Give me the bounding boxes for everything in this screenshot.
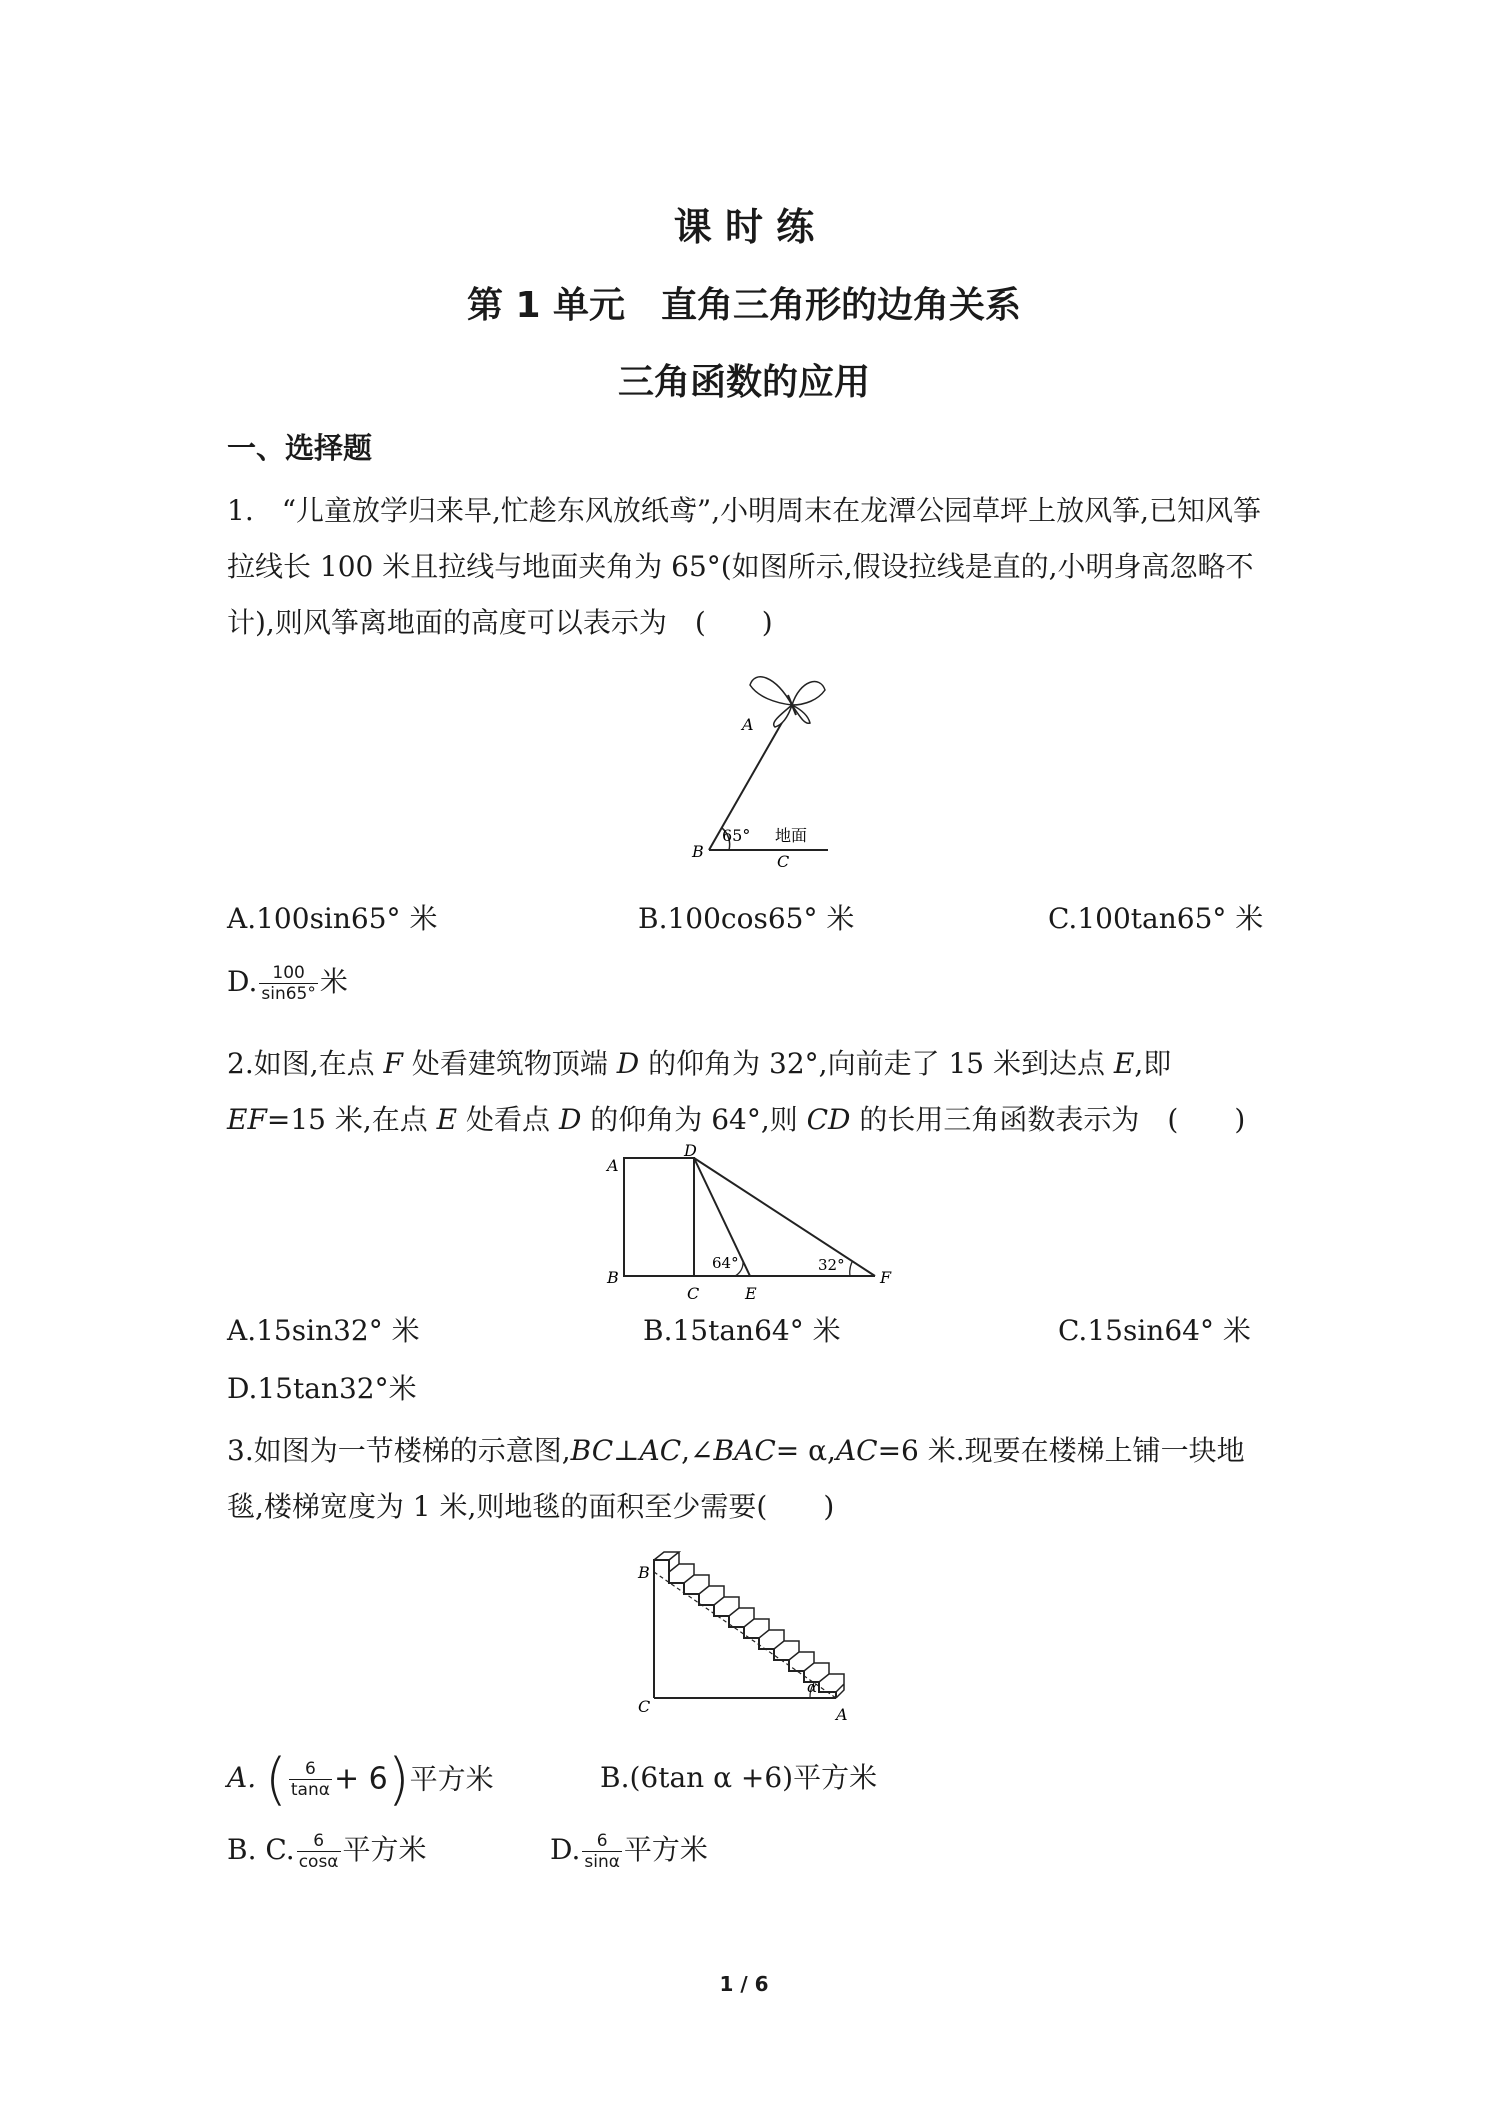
q3-text: = α, <box>775 1434 836 1467</box>
q1-option-d-unit: 米 <box>319 965 348 998</box>
q3-option-a-unit: 平方米 <box>409 1762 494 1796</box>
fraction-denominator: sinα <box>584 1852 620 1872</box>
q2-text: 2.如图,在点 <box>227 1047 384 1080</box>
label-c: C <box>777 852 790 871</box>
question-1-text: 1. “儿童放学归来早,忙趁东风放纸鸢”,小明周末在龙潭公园草坪上放风筝,已知风筝拉线长 100 米且拉线与地面夹角为 65°(如图所示,假设拉线是直的,小明身高忽略不计),则风筝离地面的高度可以表示为 ( ) <box>227 494 1262 639</box>
building-rect <box>624 1158 694 1276</box>
angle-arc-f <box>850 1262 852 1276</box>
q1-option-a[interactable]: A.100sin65° 米 <box>227 902 438 935</box>
fraction-denominator: tanα <box>290 1780 330 1800</box>
label-a: A <box>607 1156 619 1175</box>
ground-label: 地面 <box>775 826 808 845</box>
q2-text: =15 米,在点 <box>266 1103 437 1136</box>
q2-var-cd: CD <box>806 1103 851 1136</box>
staircase-figure <box>630 1550 860 1725</box>
fraction-numerator: 6 <box>313 1831 325 1851</box>
kite-figure <box>680 665 840 870</box>
label-b: B <box>607 1268 619 1287</box>
q3-text: ,∠ <box>681 1434 714 1467</box>
q3-option-a-fraction <box>289 1759 332 1800</box>
q1-option-d-fraction <box>259 963 318 1004</box>
label-b: B <box>692 842 704 861</box>
angle-label: 65° <box>722 826 751 845</box>
q3-option-d-fraction <box>582 1831 622 1872</box>
building-figure <box>600 1141 900 1303</box>
label-b: B <box>638 1563 650 1582</box>
q2-var-f: F <box>383 1047 403 1080</box>
q2-var-e: E <box>436 1103 458 1136</box>
angle-label-e: 64° <box>712 1254 739 1272</box>
q1-option-d-prefix: D. <box>227 965 258 998</box>
unit-title: 第 1 单元 直角三角形的边角关系 <box>466 285 1022 326</box>
q2-option-c[interactable]: C.15sin64° 米 <box>1058 1314 1251 1347</box>
page-number: 1 / 6 <box>719 1972 769 1996</box>
q1-option-d[interactable] <box>227 962 348 1004</box>
label-f: F <box>880 1268 892 1287</box>
fraction-numerator: 6 <box>305 1759 316 1779</box>
q2-text: 处看点 <box>457 1103 559 1136</box>
fraction-numerator: 100 <box>272 963 305 983</box>
section-heading: 一、选择题 <box>227 431 373 465</box>
q1-option-c[interactable]: C.100tan65° 米 <box>1048 902 1264 935</box>
q3-text: =6 米.现要在楼梯上铺一块地毯,楼梯宽度为 1 米,则地毯的面积至少需要( ) <box>227 1434 1245 1523</box>
q2-text: 处看建筑物顶端 <box>402 1047 617 1080</box>
q2-option-d[interactable]: D.15tan32°米 <box>227 1372 417 1405</box>
label-c: C <box>638 1697 651 1716</box>
lesson-title: 三角函数的应用 <box>617 362 870 403</box>
q3-var: AC <box>639 1434 682 1467</box>
q3-text: 3.如图为一节楼梯的示意图, <box>227 1434 571 1467</box>
q2-var-d: D <box>616 1047 640 1080</box>
stair-depth <box>654 1552 844 1698</box>
q2-text: 的仰角为 64°,则 <box>581 1103 807 1136</box>
q3-option-a-plus: + 6 <box>333 1761 388 1797</box>
angle-label-f: 32° <box>818 1256 845 1274</box>
left-paren: ( <box>265 1746 287 1812</box>
q1-option-b[interactable]: B.100cos65° 米 <box>638 902 855 935</box>
q2-var-e: E <box>1113 1047 1135 1080</box>
label-a: A <box>836 1705 848 1724</box>
q2-option-a[interactable]: A.15sin32° 米 <box>227 1314 420 1347</box>
question-3-text <box>227 1423 1277 1535</box>
q3-option-c-fraction <box>297 1831 341 1872</box>
q3-option-c-unit: 平方米 <box>342 1833 427 1866</box>
q2-text: 的长用三角函数表示为 ( ) <box>850 1103 1246 1136</box>
q2-var-ef: EF <box>227 1103 267 1136</box>
q3-var: AC <box>835 1434 878 1467</box>
fraction-numerator: 6 <box>596 1831 608 1851</box>
alpha-label: α <box>807 1678 818 1696</box>
q3-var: BC <box>570 1434 614 1467</box>
q2-text: 的仰角为 32°,向前走了 15 米到达点 <box>639 1047 1114 1080</box>
label-d: D <box>684 1141 697 1160</box>
q3-option-c-prefix: B. C. <box>227 1833 295 1866</box>
q3-text: ⊥ <box>613 1434 640 1467</box>
q3-option-d[interactable] <box>550 1830 708 1872</box>
q2-text: ,即 <box>1134 1047 1172 1080</box>
q3-option-d-unit: 平方米 <box>623 1833 708 1866</box>
q3-option-d-prefix: D. <box>550 1833 581 1866</box>
q3-option-c[interactable] <box>227 1830 427 1872</box>
page-title: 课 时 练 <box>673 205 815 249</box>
q3-var: BAC <box>713 1434 776 1467</box>
label-a: A <box>742 715 754 734</box>
label-e: E <box>745 1284 757 1303</box>
butterfly-kite-icon <box>750 677 825 727</box>
q2-var-d: D <box>558 1103 582 1136</box>
q3-option-a[interactable] <box>227 1748 494 1810</box>
right-paren: ) <box>387 1746 410 1812</box>
q3-option-b[interactable]: B.(6tan α +6)平方米 <box>600 1761 878 1794</box>
q2-option-b[interactable]: B.15tan64° 米 <box>643 1314 841 1347</box>
question-2-text <box>227 1036 1277 1148</box>
fraction-denominator: sin65° <box>261 984 316 1004</box>
label-c: C <box>687 1284 700 1303</box>
q3-option-a-prefix: A. <box>227 1761 257 1794</box>
fraction-denominator: cosα <box>298 1852 339 1872</box>
